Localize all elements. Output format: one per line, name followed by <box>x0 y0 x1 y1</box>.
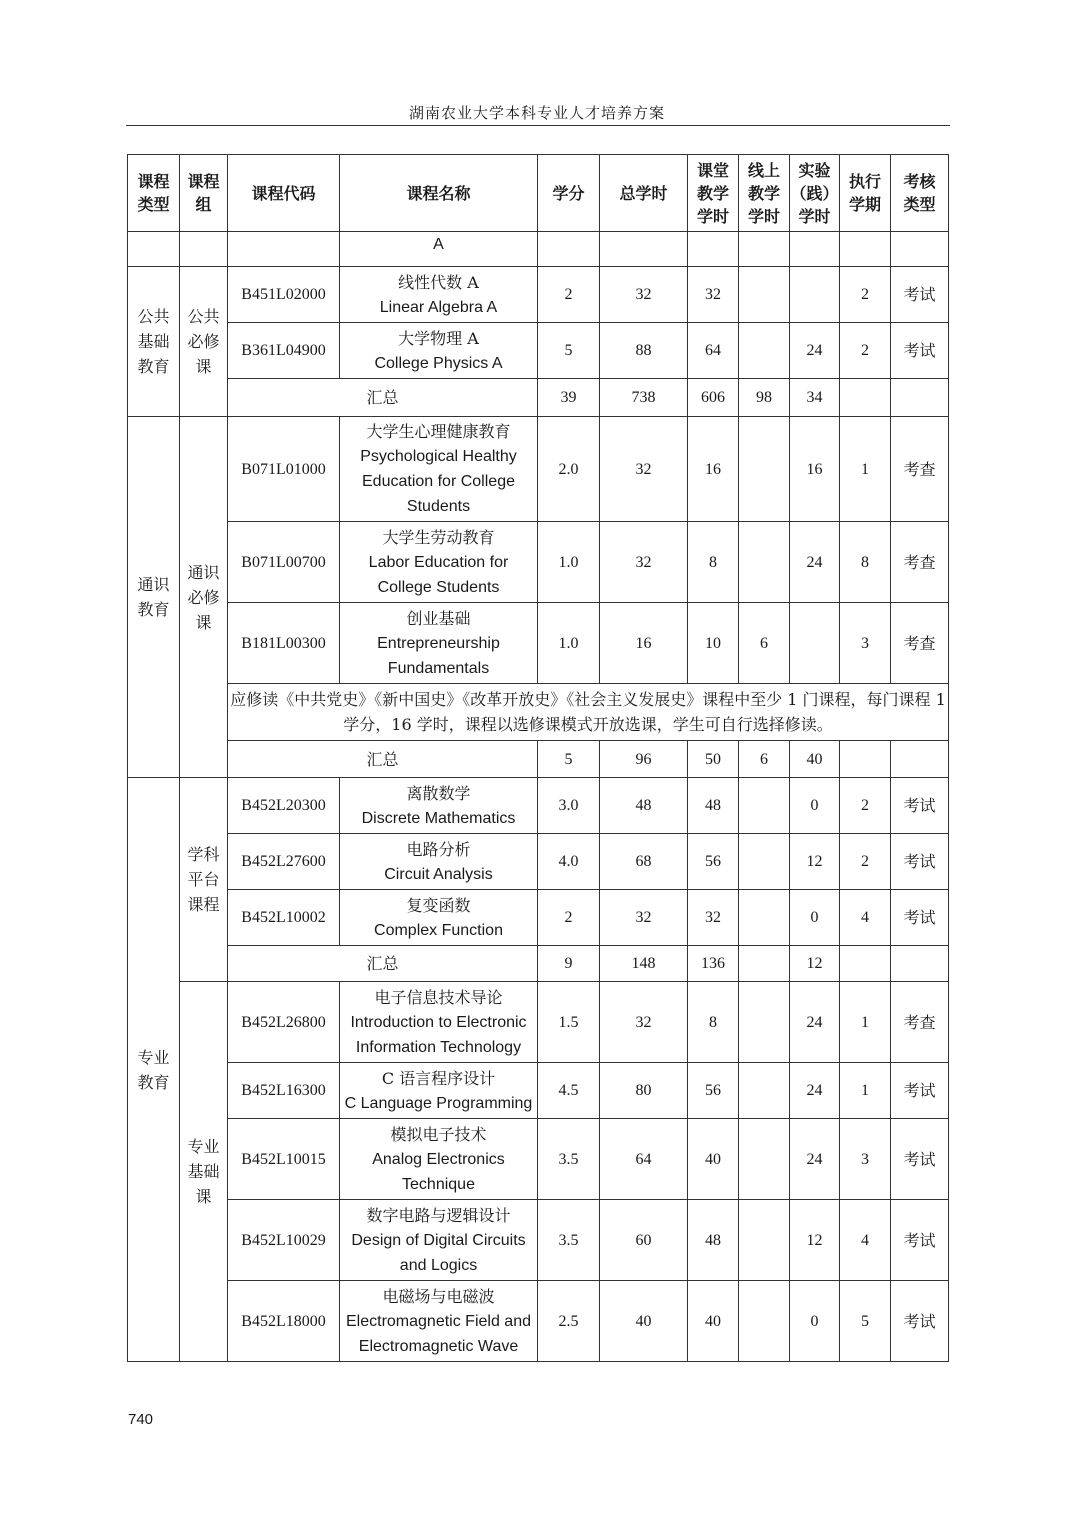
lab-hours: 24 <box>790 1119 840 1200</box>
course-code: B181L00300 <box>228 603 340 684</box>
lab-hours <box>790 267 840 323</box>
credit: 3.5 <box>538 1200 600 1281</box>
total-hours: 60 <box>600 1200 688 1281</box>
summary-online-hours <box>739 946 790 982</box>
credit: 1.5 <box>538 982 600 1063</box>
class-hours: 8 <box>688 522 739 603</box>
course-group-cell: 专业 基础 课 <box>180 982 228 1362</box>
course-name: 大学生劳动教育 Labor Education for College Students <box>340 522 538 603</box>
header-exam-type: 考核 类型 <box>891 155 949 232</box>
exam-type: 考试 <box>891 890 949 946</box>
term: 1 <box>840 982 891 1063</box>
table-row <box>128 603 949 684</box>
term: 5 <box>840 1281 891 1362</box>
table-row <box>128 1200 949 1281</box>
credit: 2.0 <box>538 417 600 522</box>
online-hours <box>739 267 790 323</box>
page-header-title: 湖南农业大学本科专业人才培养方案 <box>408 104 665 122</box>
summary-credit: 9 <box>538 946 600 982</box>
summary-credit: 39 <box>538 379 600 417</box>
credit: 2.5 <box>538 1281 600 1362</box>
class-hours: 40 <box>688 1281 739 1362</box>
summary-online-hours: 6 <box>739 741 790 778</box>
term: 2 <box>840 834 891 890</box>
course-name: 模拟电子技术 Analog Electronics Technique <box>340 1119 538 1200</box>
course-name: 大学物理 A College Physics A <box>340 323 538 379</box>
course-code: B452L26800 <box>228 982 340 1063</box>
table-header-row <box>128 155 949 232</box>
class-hours: 32 <box>688 890 739 946</box>
course-code: B452L27600 <box>228 834 340 890</box>
exam-type: 考试 <box>891 267 949 323</box>
class-hours: 8 <box>688 982 739 1063</box>
lab-hours: 24 <box>790 1063 840 1119</box>
online-hours <box>739 1200 790 1281</box>
term: 1 <box>840 1063 891 1119</box>
credit: 1.0 <box>538 522 600 603</box>
term: 3 <box>840 603 891 684</box>
course-name: 创业基础 Entrepreneurship Fundamentals <box>340 603 538 684</box>
course-name: 离散数学 Discrete Mathematics <box>340 778 538 834</box>
summary-total-hours: 96 <box>600 741 688 778</box>
online-hours: 6 <box>739 603 790 684</box>
total-hours: 32 <box>600 522 688 603</box>
course-code: B452L10029 <box>228 1200 340 1281</box>
credit: 3.5 <box>538 1119 600 1200</box>
lab-hours: 0 <box>790 778 840 834</box>
exam-type: 考试 <box>891 834 949 890</box>
course-name: 电子信息技术导论 Introduction to Electronic Information Technology <box>340 982 538 1063</box>
summary-class-hours: 136 <box>688 946 739 982</box>
course-type-cell: 通识 教育 <box>128 417 180 778</box>
total-hours: 68 <box>600 834 688 890</box>
lab-hours: 24 <box>790 323 840 379</box>
table-row <box>128 417 949 522</box>
summary-lab-hours: 40 <box>790 741 840 778</box>
online-hours <box>739 778 790 834</box>
course-name: 复变函数 Complex Function <box>340 890 538 946</box>
course-code: B451L02000 <box>228 267 340 323</box>
exam-type: 考查 <box>891 982 949 1063</box>
term: 2 <box>840 267 891 323</box>
course-code: B452L16300 <box>228 1063 340 1119</box>
online-hours <box>739 834 790 890</box>
header-term: 执行 学期 <box>840 155 891 232</box>
course-code: B452L10002 <box>228 890 340 946</box>
course-code: B452L20300 <box>228 778 340 834</box>
page-number: 740 <box>128 1411 154 1428</box>
elective-note: 应修读《中共党史》《新中国史》《改革开放史》《社会主义发展史》课程中至少 1 门课程，每门课程 1 学分，16 学时，课程以选修课模式开放选课，学生可自行选择修读。 <box>228 684 949 741</box>
lab-hours <box>790 603 840 684</box>
summary-row <box>128 741 949 778</box>
total-hours: 32 <box>600 417 688 522</box>
lab-hours: 0 <box>790 890 840 946</box>
table-row <box>128 778 949 834</box>
summary-row <box>128 379 949 417</box>
course-group-cell: 公共 必修 课 <box>180 267 228 417</box>
header-course-code: 课程代码 <box>228 155 340 232</box>
total-hours: 16 <box>600 603 688 684</box>
summary-class-hours: 606 <box>688 379 739 417</box>
online-hours <box>739 323 790 379</box>
exam-type: 考试 <box>891 778 949 834</box>
exam-type: 考试 <box>891 1063 949 1119</box>
course-group-cell: 通识 必修 课 <box>180 417 228 778</box>
summary-lab-hours: 34 <box>790 379 840 417</box>
summary-row <box>128 946 949 982</box>
lab-hours: 24 <box>790 982 840 1063</box>
course-plan-table <box>127 154 949 1362</box>
class-hours: 32 <box>688 267 739 323</box>
course-code: B361L04900 <box>228 323 340 379</box>
online-hours <box>739 1281 790 1362</box>
credit: 2 <box>538 267 600 323</box>
lab-hours: 0 <box>790 1281 840 1362</box>
table-row <box>128 323 949 379</box>
table-row <box>128 982 949 1063</box>
course-code: B071L01000 <box>228 417 340 522</box>
header-lab-hours: 实验 （践） 学时 <box>790 155 840 232</box>
lab-hours: 12 <box>790 1200 840 1281</box>
term: 4 <box>840 1200 891 1281</box>
credit: 4.5 <box>538 1063 600 1119</box>
online-hours <box>739 1119 790 1200</box>
header-course-type: 课程 类型 <box>128 155 180 232</box>
header-credit: 学分 <box>538 155 600 232</box>
note-row <box>128 684 949 741</box>
term: 3 <box>840 1119 891 1200</box>
table-row <box>128 1063 949 1119</box>
continuation-name: A <box>340 232 538 267</box>
total-hours: 80 <box>600 1063 688 1119</box>
total-hours: 32 <box>600 890 688 946</box>
term: 4 <box>840 890 891 946</box>
summary-label: 汇总 <box>228 946 538 982</box>
course-name: 数字电路与逻辑设计 Design of Digital Circuits and Logics <box>340 1200 538 1281</box>
summary-lab-hours: 12 <box>790 946 840 982</box>
class-hours: 48 <box>688 1200 739 1281</box>
exam-type: 考试 <box>891 1281 949 1362</box>
course-code: B452L18000 <box>228 1281 340 1362</box>
course-name: 线性代数 A Linear Algebra A <box>340 267 538 323</box>
online-hours <box>739 522 790 603</box>
table-row <box>128 1119 949 1200</box>
table-row <box>128 232 949 267</box>
class-hours: 48 <box>688 778 739 834</box>
credit: 4.0 <box>538 834 600 890</box>
class-hours: 10 <box>688 603 739 684</box>
class-hours: 16 <box>688 417 739 522</box>
table-row <box>128 267 949 323</box>
lab-hours: 12 <box>790 834 840 890</box>
online-hours <box>739 1063 790 1119</box>
exam-type: 考试 <box>891 1119 949 1200</box>
header-total-hours: 总学时 <box>600 155 688 232</box>
credit: 5 <box>538 323 600 379</box>
credit: 2 <box>538 890 600 946</box>
summary-total-hours: 738 <box>600 379 688 417</box>
course-code: B071L00700 <box>228 522 340 603</box>
table-row <box>128 890 949 946</box>
table-row <box>128 522 949 603</box>
credit: 3.0 <box>538 778 600 834</box>
course-code: B452L10015 <box>228 1119 340 1200</box>
course-name: 大学生心理健康教育 Psychological Healthy Education for College Students <box>340 417 538 522</box>
exam-type: 考查 <box>891 522 949 603</box>
class-hours: 64 <box>688 323 739 379</box>
header-course-name: 课程名称 <box>340 155 538 232</box>
summary-class-hours: 50 <box>688 741 739 778</box>
exam-type: 考试 <box>891 1200 949 1281</box>
course-type-cell: 公共 基础 教育 <box>128 267 180 417</box>
term: 1 <box>840 417 891 522</box>
lab-hours: 24 <box>790 522 840 603</box>
summary-online-hours: 98 <box>739 379 790 417</box>
course-name: C 语言程序设计 C Language Programming <box>340 1063 538 1119</box>
term: 2 <box>840 323 891 379</box>
header-online-hours: 线上 教学 学时 <box>739 155 790 232</box>
header-divider <box>126 125 950 126</box>
summary-label: 汇总 <box>228 741 538 778</box>
table-row <box>128 834 949 890</box>
class-hours: 56 <box>688 834 739 890</box>
class-hours: 40 <box>688 1119 739 1200</box>
total-hours: 32 <box>600 982 688 1063</box>
term: 2 <box>840 778 891 834</box>
header-class-hours: 课堂 教学 学时 <box>688 155 739 232</box>
exam-type: 考查 <box>891 417 949 522</box>
course-type-cell: 专业 教育 <box>128 778 180 1362</box>
summary-label: 汇总 <box>228 379 538 417</box>
course-name: 电磁场与电磁波 Electromagnetic Field and Electromagnetic Wave <box>340 1281 538 1362</box>
table-row <box>128 1281 949 1362</box>
total-hours: 88 <box>600 323 688 379</box>
class-hours: 56 <box>688 1063 739 1119</box>
online-hours <box>739 890 790 946</box>
summary-credit: 5 <box>538 741 600 778</box>
course-group-cell: 学科 平台 课程 <box>180 778 228 982</box>
course-name: 电路分析 Circuit Analysis <box>340 834 538 890</box>
online-hours <box>739 417 790 522</box>
total-hours: 64 <box>600 1119 688 1200</box>
lab-hours: 16 <box>790 417 840 522</box>
credit: 1.0 <box>538 603 600 684</box>
total-hours: 32 <box>600 267 688 323</box>
exam-type: 考试 <box>891 323 949 379</box>
total-hours: 48 <box>600 778 688 834</box>
summary-total-hours: 148 <box>600 946 688 982</box>
total-hours: 40 <box>600 1281 688 1362</box>
term: 8 <box>840 522 891 603</box>
exam-type: 考查 <box>891 603 949 684</box>
header-course-group: 课程 组 <box>180 155 228 232</box>
online-hours <box>739 982 790 1063</box>
